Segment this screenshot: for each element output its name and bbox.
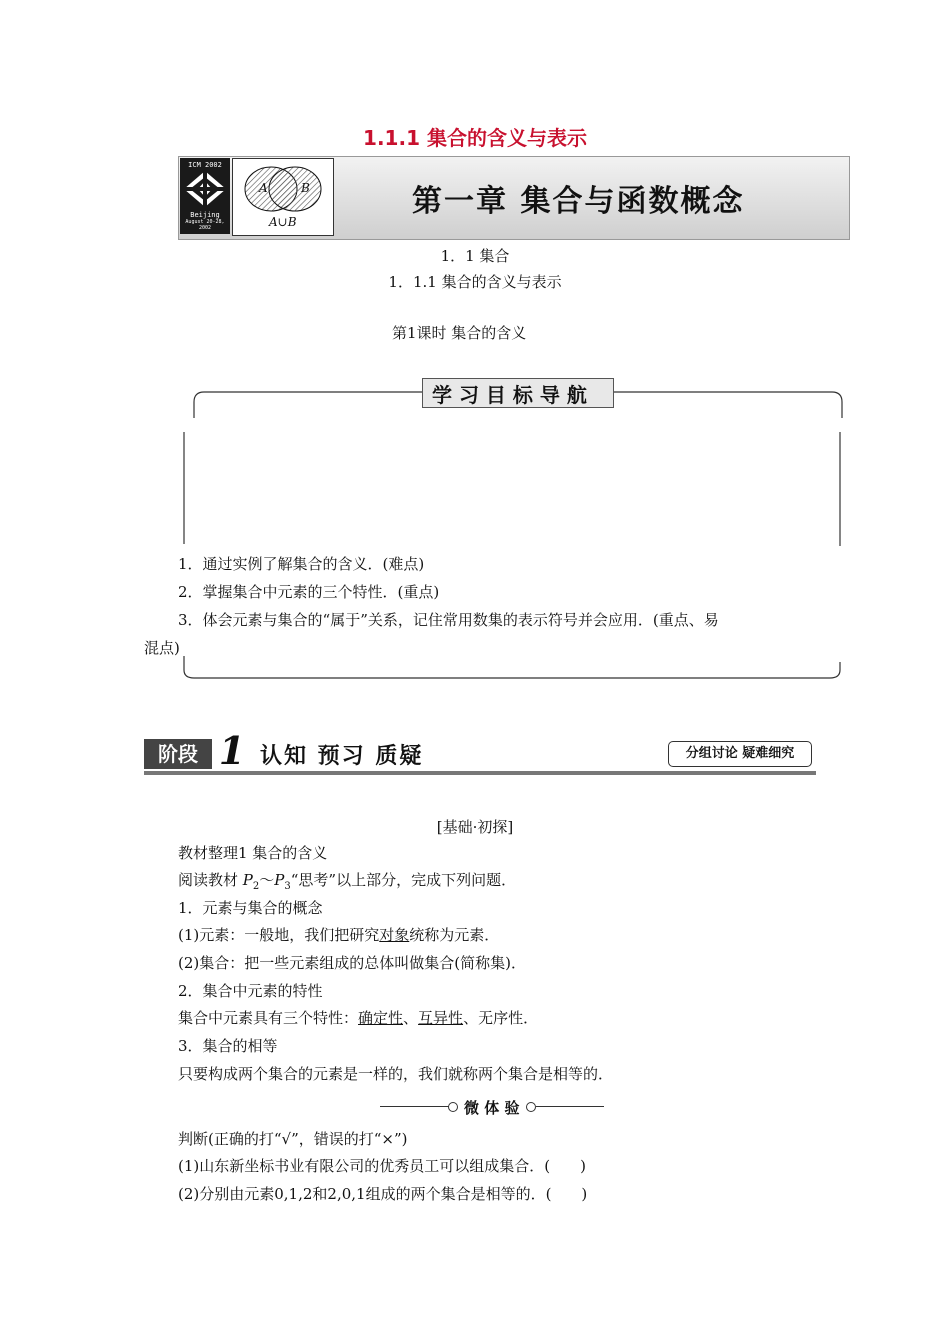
goals-frame-border	[182, 374, 854, 684]
logo-city: Beijing	[190, 211, 220, 219]
element-def-answer: 对象	[379, 926, 410, 944]
micro-divider-right	[536, 1106, 604, 1107]
property-line	[178, 1005, 538, 1032]
page-end-sub: 3	[284, 881, 291, 892]
stage-label: 阶段	[144, 739, 212, 769]
property-sep-2: 、	[463, 1009, 479, 1027]
logo-date: August 20-28, 2002	[185, 219, 225, 231]
read-post: “思考”以上部分，完成下列问题．	[290, 871, 517, 889]
judge-item-2: (2)分别由元素0,1,2和2,0,1组成的两个集合是相等的．( )	[178, 1185, 588, 1203]
property-sep-1: 、	[403, 1009, 419, 1027]
read-pre: 阅读教材	[178, 871, 243, 889]
goal-item-3: 3．体会元素与集合的“属于”关系，记住常用数集的表示符号并会应用．(重点、易	[178, 611, 719, 629]
basic-tag: [基础·初探]	[436, 818, 514, 836]
micro-divider-dot-right	[526, 1102, 536, 1112]
stage-title: 认知 预习 质疑	[260, 744, 424, 769]
property-answer-2: 互异性	[418, 1009, 464, 1027]
page-start: P	[242, 871, 253, 889]
equal-title: 3．集合的相等	[178, 1037, 278, 1055]
micro-experience-title: 微 体 验	[464, 1099, 520, 1117]
stage-tag: 分组讨论 疑难细究	[668, 741, 812, 767]
property-pre: 集合中元素具有三个特性：	[178, 1009, 359, 1027]
goals-header: 学 习 目 标 导 航	[432, 383, 587, 407]
property-answer-1: 确定性	[358, 1009, 404, 1027]
concept-title: 1．元素与集合的概念	[178, 899, 323, 917]
logo-text: ICM 2002	[188, 161, 222, 169]
equal-definition: 只要构成两个集合的元素是一样的，我们就称两个集合是相等的．	[178, 1065, 614, 1083]
page-end: P	[274, 871, 285, 889]
logo-emblem-icon	[182, 169, 228, 209]
venn-diagram	[232, 158, 334, 236]
page-start-sub: 2	[252, 881, 260, 892]
micro-divider-left	[380, 1106, 450, 1107]
subsection-heading: 1．1.1 集合的含义与表示	[388, 273, 562, 291]
property-last: 无序性．	[478, 1009, 539, 1027]
element-definition	[178, 922, 499, 949]
venn-label-a: A	[259, 181, 268, 195]
section-heading: 1．1 集合	[440, 247, 510, 265]
judge-instruction: 判断(正确的打“√”，错误的打“×”)	[178, 1130, 408, 1148]
icm-logo	[180, 158, 230, 234]
element-def-pre: (1)元素：一般地，我们把研究	[178, 926, 380, 944]
page-top-title: 1.1.1 集合的含义与表示	[363, 126, 587, 150]
read-tilde: ～	[259, 871, 275, 889]
chapter-title: 第一章 集合与函数概念	[412, 184, 745, 219]
lesson-heading: 第1课时 集合的含义	[392, 324, 527, 342]
set-definition: (2)集合：把一些元素组成的总体叫做集合(简称集)．	[178, 954, 526, 972]
venn-caption: A∪B	[269, 215, 297, 229]
micro-divider-dot-left	[448, 1102, 458, 1112]
property-title: 2．集合中元素的特性	[178, 982, 323, 1000]
goal-item-1: 1．通过实例了解集合的含义．(难点)	[178, 555, 425, 573]
venn-label-b: B	[301, 181, 310, 195]
stage-number: 1	[218, 728, 246, 773]
goal-item-3-continued: 混点)	[144, 639, 180, 657]
judge-item-1: (1)山东新坐标书业有限公司的优秀员工可以组成集合．( )	[178, 1157, 586, 1175]
material-title: 教材整理1 集合的含义	[178, 844, 328, 862]
goal-item-2: 2．掌握集合中元素的三个特性．(重点)	[178, 583, 440, 601]
element-def-post: 统称为元素．	[409, 926, 500, 944]
